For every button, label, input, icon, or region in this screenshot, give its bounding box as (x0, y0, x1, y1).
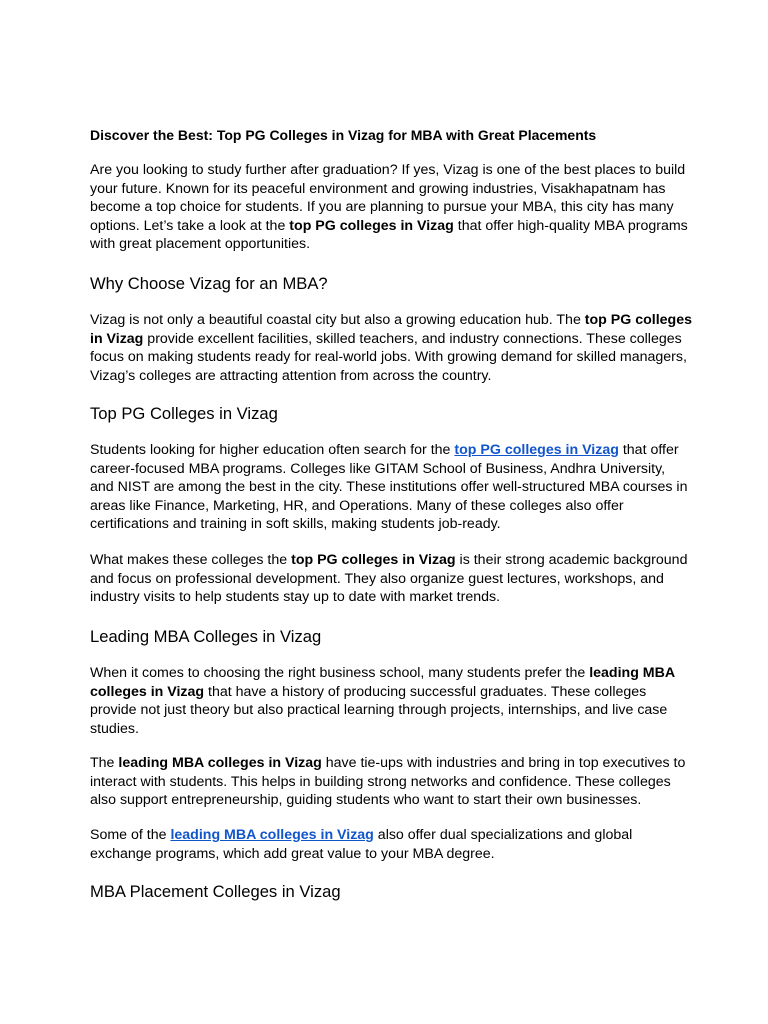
why-line-3: focus on making students ready for real-world jobs. With growing demand for skilled managers, (90, 349, 687, 366)
lead3-text: also offer dual specializations and global (373, 827, 633, 843)
lead1-line-2 (90, 683, 690, 702)
top1-text: that offer (618, 442, 679, 458)
top1-line-3: and NIST are among the best in the city. These institutions offer well-structured MBA courses in (90, 479, 688, 496)
why-text: Vizag is not only a beautiful coastal city but also a growing education hub. The (90, 312, 585, 328)
why-keyword: in Vizag (90, 330, 144, 347)
lead2-line-1 (90, 754, 690, 773)
intro-text: that offer high-quality MBA programs (453, 217, 688, 234)
heading-mba-placement-colleges: MBA Placement Colleges in Vizag (90, 882, 341, 901)
top1-line-4: areas like Finance, Marketing, HR, and Operations. Many of these colleges also offer (90, 497, 624, 514)
top-paragraph-1 (90, 441, 690, 534)
lead3-line-1 (90, 826, 690, 845)
heading-why-choose-vizag: Why Choose Vizag for an MBA? (90, 274, 328, 293)
top1-line-2: career-focused MBA programs. Colleges like GITAM School of Business, Andhra University, (90, 460, 666, 477)
heading-top-pg-colleges: Top PG Colleges in Vizag (90, 404, 278, 423)
lead3-line-2: exchange programs, which add great value to your MBA degree. (90, 845, 495, 862)
leading-mba-colleges-link[interactable]: leading MBA colleges in Vizag (170, 827, 374, 843)
why-keyword: top PG colleges (584, 312, 692, 328)
why-line-4: Vizag’s colleges are attracting attention from across the country. (90, 367, 492, 384)
heading-leading-mba-colleges: Leading MBA Colleges in Vizag (90, 627, 322, 646)
lead1-text: that have a history of producing successful graduates. These colleges (204, 683, 647, 700)
top1-line-1 (90, 441, 690, 460)
top1-text: Students looking for higher education often search for the (90, 442, 455, 458)
leading-paragraph-1 (90, 664, 690, 738)
intro-line-2: your future. Known for its peaceful environment and growing industries, Visakhapatnam has (90, 180, 666, 197)
top2-line-3: industry visits to help students stay up to date with market trends. (90, 589, 501, 606)
intro-paragraph (90, 161, 690, 254)
intro-line-5: with great placement opportunities. (90, 236, 311, 253)
why-paragraph (90, 311, 690, 385)
lead2-line-2: interact with students. This helps in building strong networks and confidence. These colleges (90, 773, 671, 790)
top-paragraph-2 (90, 551, 690, 607)
intro-text: options. Let’s take a look at the (90, 217, 290, 234)
top1-line-5: certifications and training in soft skills, making students job-ready. (90, 516, 501, 533)
lead1-line-4: studies. (90, 720, 139, 737)
intro-line-1: Are you looking to study further after graduation? If yes, Vizag is one of the best places to build (90, 162, 686, 178)
lead2-line-3: also support entrepreneurship, guiding students who want to start their own businesses. (90, 792, 642, 809)
top2-text: is their strong academic background (455, 552, 688, 568)
why-line-2 (90, 330, 690, 349)
lead1-line-1 (90, 664, 690, 683)
lead3-text: Some of the (90, 827, 171, 843)
intro-line-3: become a top choice for students. If you are planning to pursue your MBA, this city has many (90, 199, 674, 216)
intro-keyword: top PG colleges in Vizag (289, 217, 454, 234)
lead1-text: When it comes to choosing the right business school, many students prefer the (90, 665, 590, 681)
lead1-line-3: provide not just theory but also practical learning through projects, internships, and live case (90, 702, 668, 719)
lead2-text: have tie-ups with industries and bring in top executives to (321, 755, 686, 771)
leading-paragraph-3 (90, 826, 690, 863)
leading-paragraph-2 (90, 754, 690, 810)
top2-text: What makes these colleges the (90, 552, 292, 568)
top2-line-1 (90, 551, 690, 570)
lead2-keyword: leading MBA colleges in Vizag (118, 755, 322, 771)
top2-line-2: and focus on professional development. They also organize guest lectures, workshops, and (90, 570, 664, 587)
intro-line-4 (90, 217, 690, 236)
document-title: Discover the Best: Top PG Colleges in Vizag for MBA with Great Placements (90, 127, 597, 143)
why-line-1 (90, 311, 690, 330)
lead2-text: The (90, 755, 119, 771)
lead1-keyword: colleges in Vizag (90, 683, 205, 700)
top-pg-colleges-link[interactable]: top PG colleges in Vizag (454, 442, 619, 458)
why-text: provide excellent facilities, skilled teachers, and industry connections. These colleges (143, 330, 682, 347)
top2-keyword: top PG colleges in Vizag (291, 552, 456, 568)
lead1-keyword: leading MBA (589, 665, 676, 681)
